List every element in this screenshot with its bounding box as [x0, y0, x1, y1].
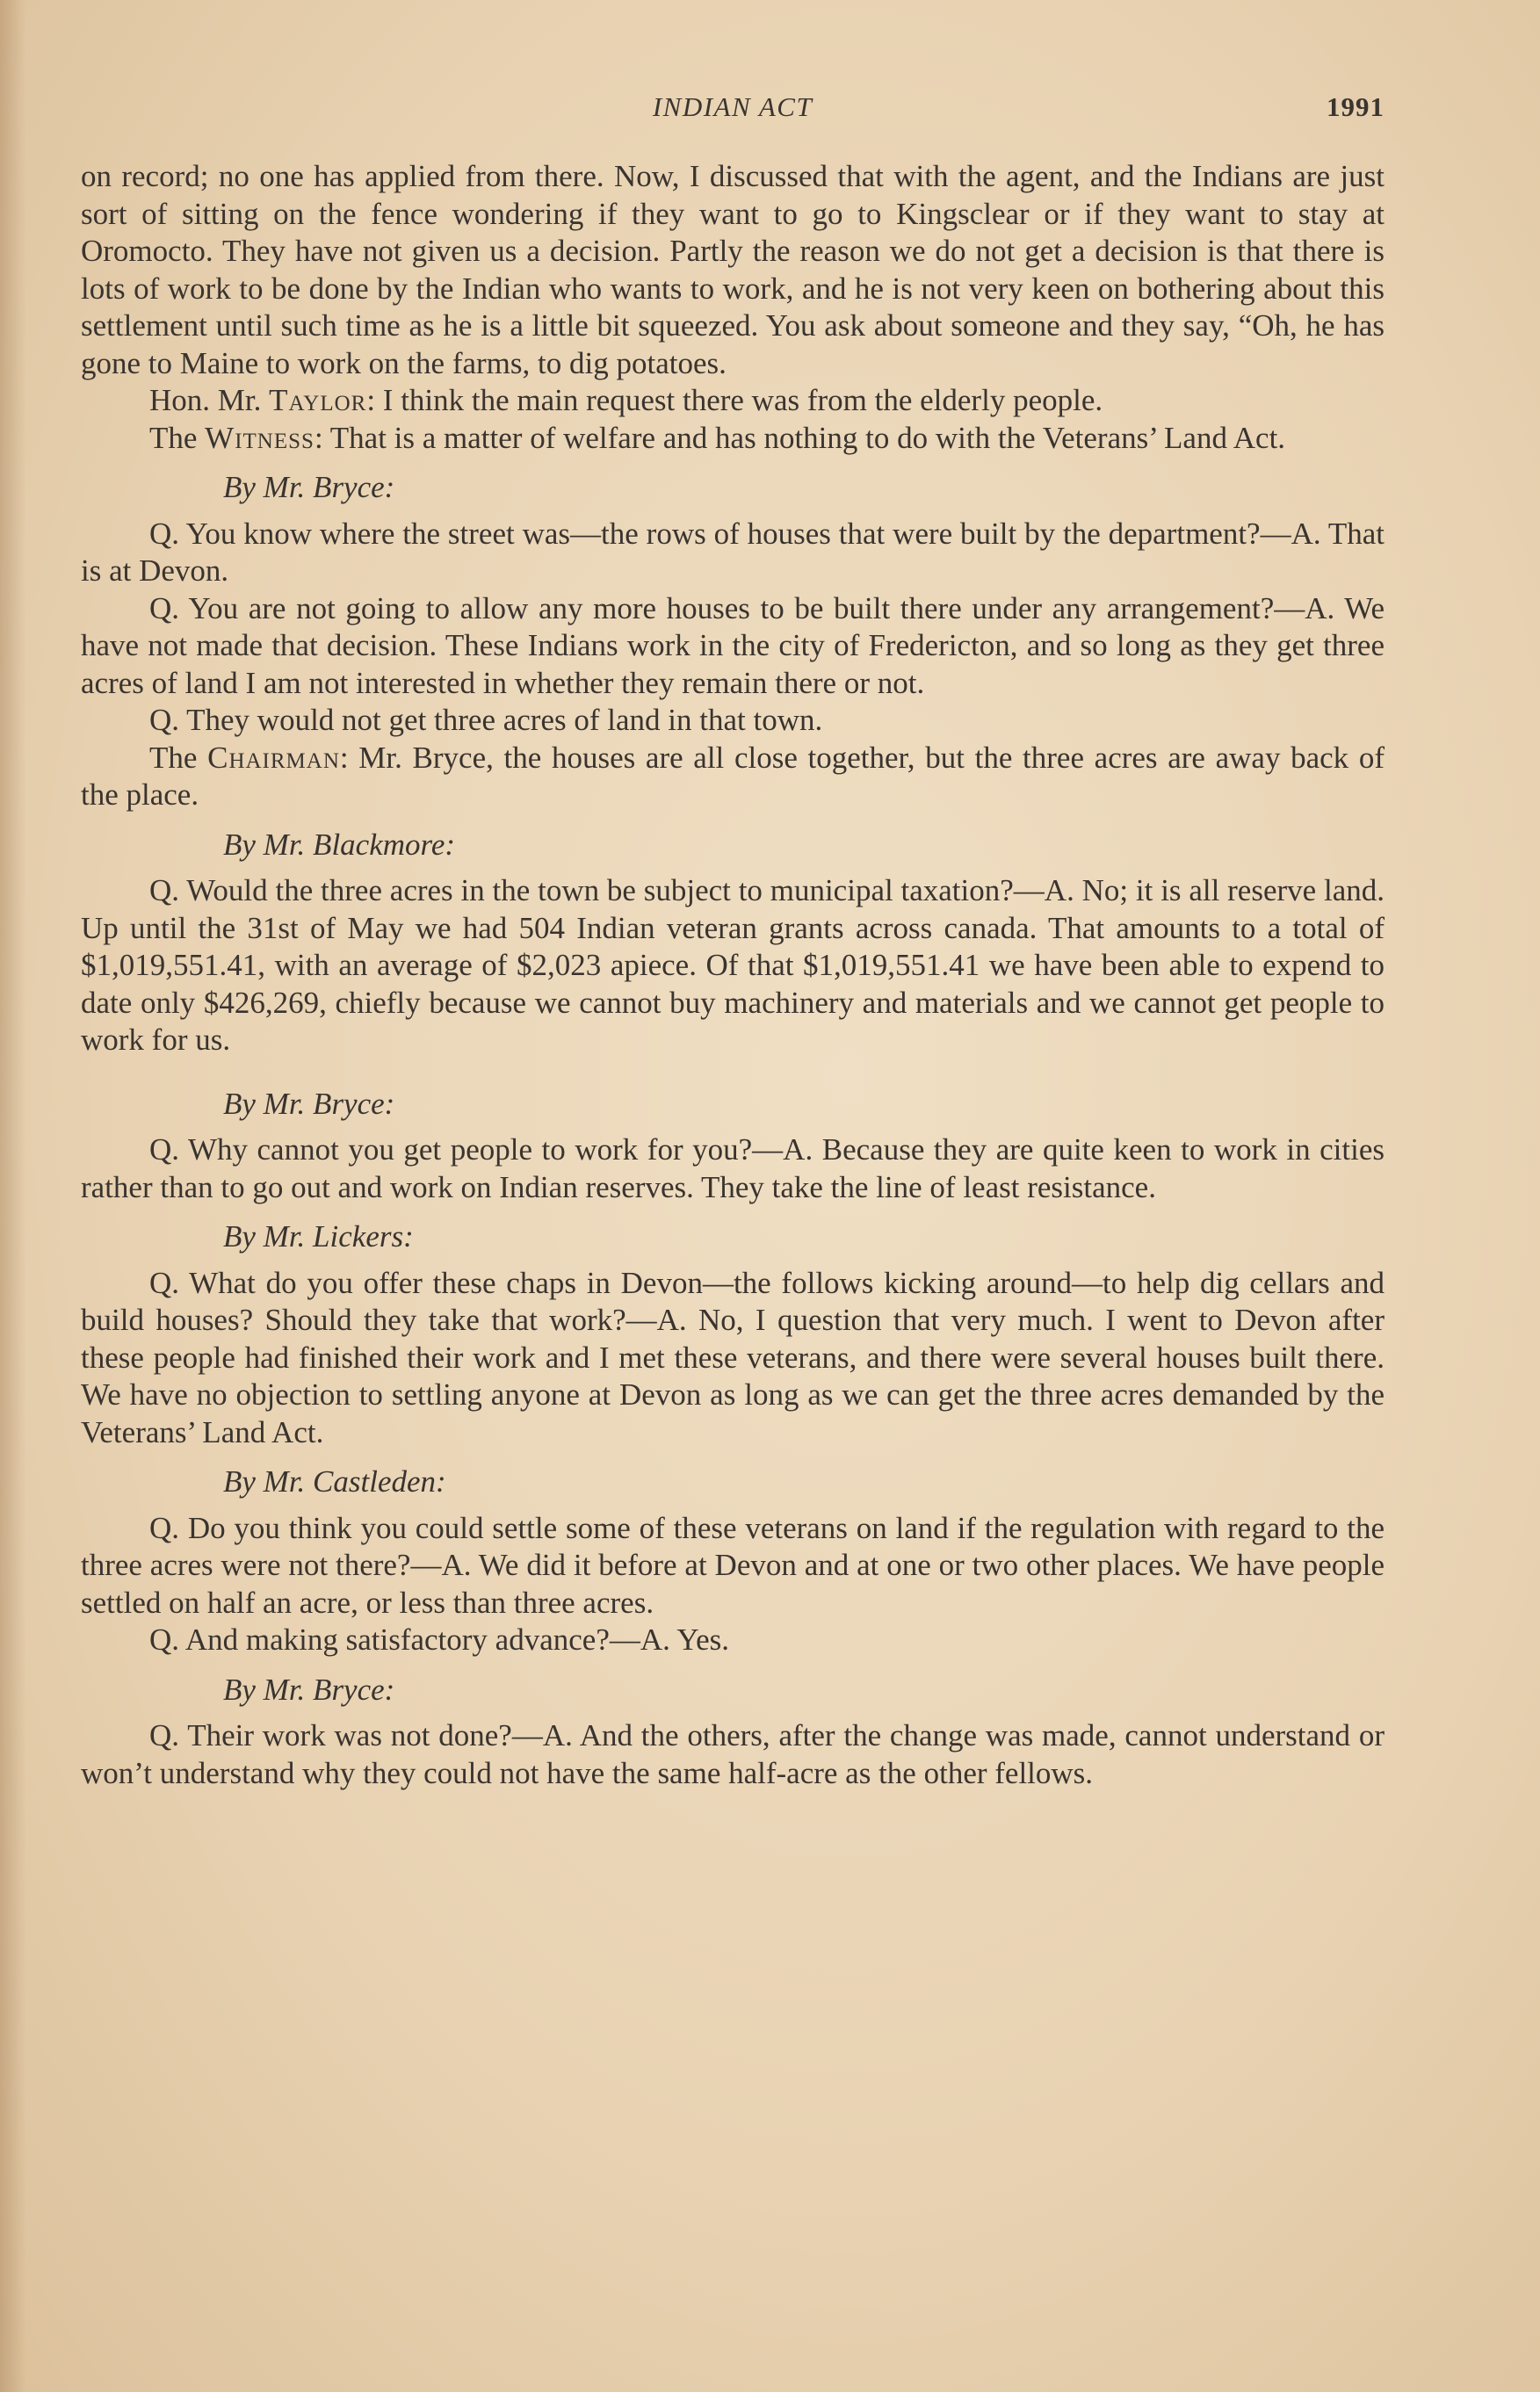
- speaker-paragraph: [81, 382, 1385, 420]
- question-answer: Q. You know where the street was—the rows of houses that were built by the department?—A. That is at Devon.: [81, 516, 1385, 588]
- examiner-heading: By Mr. Bryce:: [223, 470, 395, 504]
- paragraph-continued: on record; no one has applied from there. Now, I discussed that with the agent, and the Indians are just sort of sitting on the fence wondering if they want to go to Kingsclear or if they want to stay at Oromocto. They have not given us a decision. Partly the reason we do not get a decision is that there is lots of work to be done by the Indian who wants to work, and he is not very keen on bothering about this settlement until such time as he is a little bit squeezed. You ask about someone and they say, “Oh, he has gone to Maine to work on the farms, to dig potatoes.: [81, 159, 1385, 380]
- question-answer: Q. Their work was not done?—A. And the others, after the change was made, cannot understand or won’t understand why they could not have the same half-acre as the other fellows.: [81, 1718, 1385, 1790]
- question-answer: Q. You are not going to allow any more houses to be built there under any arrangement?—A. We have not made that decision. These Indians work in the city of Fredericton, and so long as they get three acres of land I am not interested in whether they remain there or not.: [81, 590, 1385, 700]
- running-head: [81, 91, 1385, 126]
- speaker-text: : I think the main request there was from the elderly people.: [366, 383, 1103, 417]
- speaker-text: : That is a matter of welfare and has nothing to do with the Veterans’ Land Act.: [314, 420, 1286, 455]
- question-answer: Q. Why cannot you get people to work for you?—A. Because they are quite keen to work in cities rather than to go out and work on Indian reserves. They take the line of least resistance.: [81, 1132, 1385, 1204]
- page-number: 1991: [1327, 91, 1385, 122]
- page-edge-shadow: [0, 0, 26, 2392]
- question-answer: Q. They would not get three acres of land in that town.: [149, 703, 823, 737]
- examiner-heading: By Mr. Bryce:: [223, 1086, 395, 1121]
- examiner-heading: By Mr. Lickers:: [223, 1219, 414, 1254]
- speaker-prefix: The: [149, 420, 206, 455]
- speaker-name: Witness: [205, 420, 315, 455]
- examiner-heading: By Mr. Castleden:: [223, 1464, 446, 1499]
- question-answer: Q. What do you offer these chaps in Devon—the follows kicking around—to help dig cellars and build houses? Should they take that work?—A. No, I question that very much. I went to Devon after these people had finished their work and I met these veterans, and there were several houses built there. We have no objection to settling anyone at Devon as long as we can get the three acres demanded by the Veterans’ Land Act.: [81, 1265, 1385, 1449]
- speaker-paragraph: [81, 740, 1385, 814]
- question-answer: Q. Would the three acres in the town be subject to municipal taxation?—A. No; it is all reserve land. Up until the 31st of May we had 504 Indian veteran grants across canada. That amounts to a total of $1,019,551.41, with an average of $2,023 apiece. Of that $1,019,551.41 we have been able to expend to date only $426,269, chiefly because we cannot buy machinery and materials and we cannot get people to work for us.: [81, 873, 1385, 1057]
- running-head-title: INDIAN ACT: [652, 91, 813, 122]
- question-answer: Q. Do you think you could settle some of these veterans on land if the regulation with regard to the three acres were not there?—A. We did it before at Devon and at one or two other places. We have people settled on half an acre, or less than three acres.: [81, 1510, 1385, 1620]
- speaker-paragraph: [81, 420, 1385, 458]
- speaker-name: Taylor: [269, 383, 367, 417]
- examiner-heading: By Mr. Bryce:: [223, 1672, 395, 1707]
- question-answer: Q. And making satisfactory advance?—A. Yes.: [149, 1622, 730, 1657]
- body-text: [81, 158, 1385, 1792]
- speaker-prefix: Hon. Mr.: [149, 383, 270, 417]
- speaker-name: Chairman: [207, 740, 340, 775]
- examiner-heading: By Mr. Blackmore:: [223, 827, 456, 862]
- speaker-text: : Mr. Bryce, the houses are all close together, but the three acres are away back of the place.: [81, 740, 1385, 812]
- speaker-prefix: The: [149, 740, 208, 775]
